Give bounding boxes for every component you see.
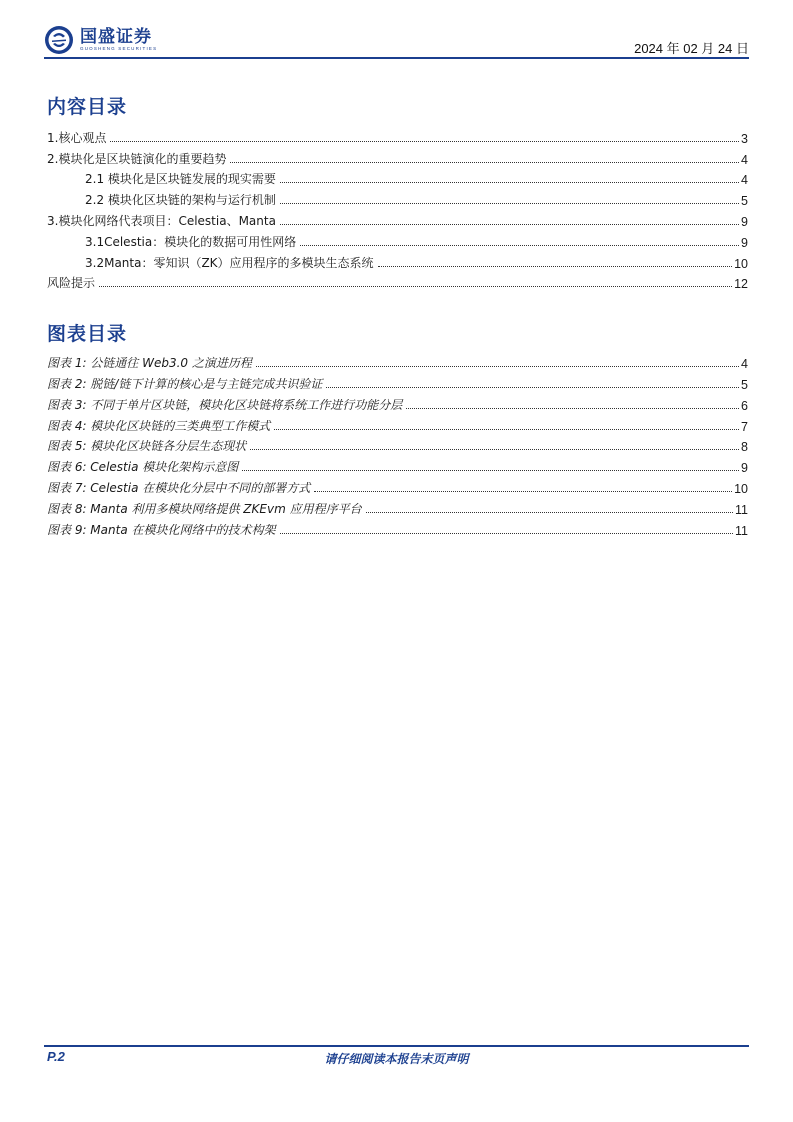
- toc-entry-label: 风险提示: [47, 276, 96, 291]
- toc-entry[interactable]: [47, 208, 748, 229]
- figure-entry-label: 图表 5: 模块化区块链各分层生态现状: [47, 439, 247, 454]
- toc-entry[interactable]: [47, 250, 748, 271]
- figure-entry-label: 图表 9: Manta 在模块化网络中的技术构架: [47, 523, 276, 538]
- dot-leader: [366, 511, 733, 513]
- toc-entry-page: 10: [734, 256, 748, 271]
- dot-leader: [280, 202, 739, 204]
- dot-leader: [406, 407, 739, 409]
- figure-entry-page: 8: [741, 440, 748, 455]
- toc-entry[interactable]: [47, 271, 748, 292]
- figure-entry-label: 图表 7: Celestia 在模块化分层中不同的部署方式: [47, 481, 311, 496]
- figure-entry[interactable]: [47, 350, 748, 371]
- contents-list: [47, 125, 748, 291]
- figure-entry-label: 图表 1: 公链通往 Web3.0 之演进历程: [47, 355, 252, 370]
- figure-entry-label: 图表 4: 模块化区块链的三类典型工作模式: [47, 418, 271, 433]
- toc-entry[interactable]: [47, 125, 748, 146]
- toc-entry-page: 9: [741, 214, 748, 229]
- toc-entry-page: 4: [741, 173, 748, 188]
- dot-leader: [242, 469, 739, 471]
- footer-divider: [44, 1045, 749, 1047]
- figure-entry-label: 图表 8: Manta 利用多模块网络提供 ZKEvm 应用程序平台: [47, 502, 362, 517]
- dot-leader: [250, 448, 739, 450]
- header-divider: [44, 57, 749, 59]
- figure-entry-page: 9: [741, 461, 748, 476]
- figure-entry[interactable]: [47, 392, 748, 413]
- company-name-en: GUOSHENG SECURITIES: [80, 46, 158, 51]
- dot-leader: [280, 181, 739, 183]
- page-number: P.2: [47, 1049, 65, 1064]
- toc-entry[interactable]: [47, 146, 748, 167]
- dot-leader: [99, 285, 732, 287]
- toc-entry-page: 5: [741, 194, 748, 209]
- figure-entry-page: 5: [741, 377, 748, 392]
- dot-leader: [326, 386, 739, 388]
- toc-entry[interactable]: [47, 187, 748, 208]
- dot-leader: [314, 490, 732, 492]
- toc-entry-page: 12: [734, 277, 748, 292]
- toc-entry-page: 9: [741, 235, 748, 250]
- dot-leader: [378, 265, 733, 267]
- toc-entry-label: 2.1 模块化是区块链发展的现实需要: [85, 172, 276, 187]
- toc-entry-page: 3: [741, 131, 748, 146]
- toc-entry-label: 3.2Manta：零知识（ZK）应用程序的多模块生态系统: [85, 255, 374, 270]
- figure-entry-page: 11: [735, 524, 748, 539]
- figure-entry-page: 6: [741, 398, 748, 413]
- toc-entry-label: 2.模块化是区块链演化的重要趋势: [47, 151, 227, 166]
- toc-entry-page: 4: [741, 152, 748, 167]
- figure-entry-label: 图表 2: 脱链/链下计算的核心是与主链完成共识验证: [47, 376, 323, 391]
- figure-entry[interactable]: [47, 496, 748, 517]
- figure-entry-page: 11: [735, 503, 748, 518]
- dot-leader: [256, 365, 739, 367]
- figure-entry-label: 图表 3: 不同于单片区块链，模块化区块链将系统工作进行功能分层: [47, 397, 403, 412]
- logo-icon: [44, 25, 74, 55]
- dot-leader: [280, 532, 734, 534]
- disclaimer-note: 请仔细阅读本报告末页声明: [324, 1052, 469, 1066]
- toc-entry-label: 2.2 模块化区块链的架构与运行机制: [85, 193, 276, 208]
- toc-entry[interactable]: [47, 167, 748, 188]
- figure-entry-page: 10: [734, 482, 748, 497]
- figure-entry-page: 7: [741, 419, 748, 434]
- figure-entry[interactable]: [47, 413, 748, 434]
- toc-entry[interactable]: [47, 229, 748, 250]
- figures-title: 图表目录: [47, 323, 128, 345]
- toc-entry-label: 3.1Celestia：模块化的数据可用性网络: [85, 234, 297, 249]
- toc-entry-label: 1.核心观点: [47, 130, 107, 145]
- page-header: [44, 22, 749, 58]
- figures-list: [47, 350, 748, 538]
- figure-entry-page: 4: [741, 356, 748, 371]
- dot-leader: [300, 244, 739, 246]
- figure-entry[interactable]: [47, 517, 748, 538]
- dot-leader: [110, 140, 739, 142]
- contents-title: 内容目录: [47, 96, 128, 118]
- figure-entry[interactable]: [47, 434, 748, 455]
- dot-leader: [230, 161, 739, 163]
- report-date: 2024 年 02 月 24 日: [634, 41, 749, 56]
- figure-entry[interactable]: [47, 454, 748, 475]
- company-logo: [44, 22, 157, 58]
- figure-entry[interactable]: [47, 475, 748, 496]
- figure-entry-label: 图表 6: Celestia 模块化架构示意图: [47, 460, 239, 475]
- toc-entry-label: 3.模块化网络代表项目：Celestia、Manta: [47, 213, 276, 228]
- dot-leader: [280, 223, 739, 225]
- dot-leader: [274, 428, 739, 430]
- company-name-cn: 国盛证券: [80, 27, 152, 47]
- figure-entry[interactable]: [47, 371, 748, 392]
